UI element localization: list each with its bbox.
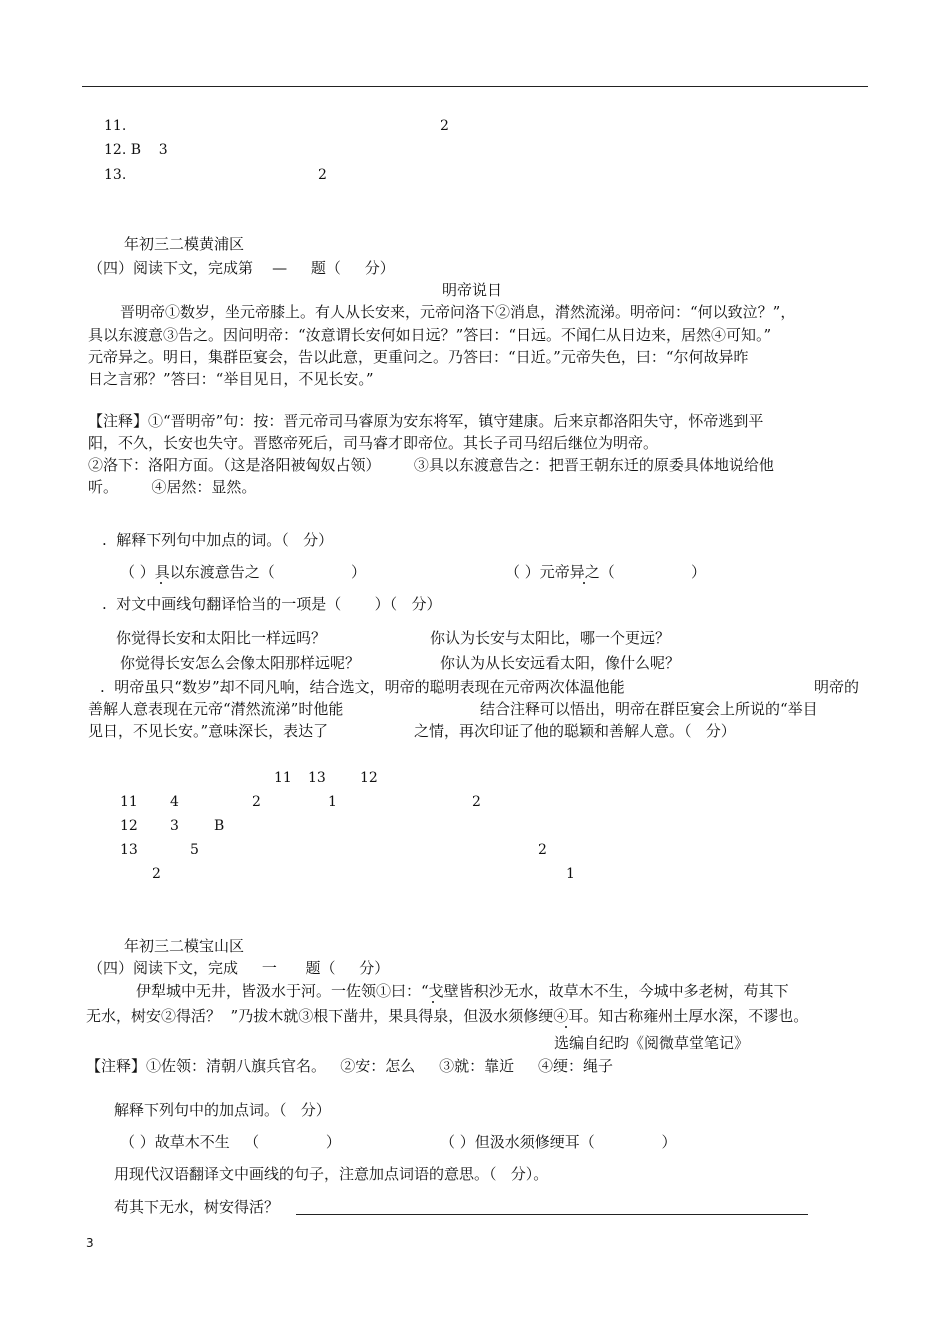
score-header: 11 [274,770,292,786]
score-cell: 1 [328,794,337,810]
question-3-line: 善解人意表现在元帝“潸然流涕”时他能 [88,700,344,718]
score-header: 12 [360,770,378,786]
score-cell: 2 [538,842,547,858]
option-b: 你认为长安与太阳比，哪一个更远？ [430,629,671,647]
score-cell: 2 [252,794,261,810]
score-cell: 12 [120,818,138,834]
note-line: 阳，不久，长安也失守。晋愍帝死后，司马睿才即帝位。其长子司马绍后继位为明帝。 [88,434,659,452]
emphasis-dot [565,1026,567,1028]
answer-12: 12. B 3 [104,142,168,158]
option-d: 你认为从长安远看太阳，像什么呢？ [440,654,681,672]
section-heading-huangpu: 年初三二模黄浦区 [124,235,245,253]
score-cell: 11 [120,794,138,810]
question-1: 解释下列句中的加点词。（ 分） [114,1101,331,1119]
notes-baoshan: 【注释】①佐领：清朝八旗兵官名。 ②安：怎么 ③就：靠近 ④绠：绳子 [86,1057,613,1075]
question-1a: （ ）故草木不生 （ ） [120,1133,341,1151]
option-a: 你觉得长安和太阳比一样远吗？ [116,629,327,647]
question-1: . 解释下列句中加点的词。（ 分） [102,531,334,549]
option-c: 你觉得长安怎么会像太阳那样远呢？ [120,654,361,672]
score-cell: 4 [170,794,179,810]
score-header: 13 [308,770,326,786]
passage-line: 日之言邪？”答曰：“举目见日，不见长安。” [88,370,374,388]
score-cell: 2 [152,866,161,882]
passage-line: 晋明帝①数岁，坐元帝膝上。有人从长安来，元帝问洛下②消息，潸然流涕。明帝问：“何以致泣？”， [120,303,796,321]
answer-11-score: 2 [440,118,449,134]
answer-13-score: 2 [318,167,327,183]
note-line: 听。 ④居然：显然。 [88,478,257,496]
header-rule [82,86,868,87]
answer-line[interactable] [296,1214,808,1215]
passage-line: 伊犁城中无井，皆汲水于河。一佐领①曰：“戈壁皆积沙无水，故草木不生，今城中多老树，苟其下 [136,982,789,1000]
question-3-line: 见日，不见长安。”意味深长，表达了 [88,722,329,740]
question-3-cont: 明帝的 [814,678,860,696]
question-3-line: 结合注释可以悟出，明帝在群臣宴会上所说的“举目 [480,700,818,718]
answer-13: 13. [104,167,127,183]
question-2: . 对文中画线句翻译恰当的一项是（ ）（ 分） [102,595,442,613]
emphasis-dot [583,582,585,584]
question-1b: （ ）元帝异之（ ） [505,563,707,581]
question-3-line: 之情，再次印证了他的聪颖和善解人意。（ 分） [414,722,736,740]
passage-line: 具以东渡意③告之。因问明帝：“汝意谓长安何如日远？”答曰：“日远。不闻仁从日边来，居然④可知。” [88,326,772,344]
emphasis-dot [432,1001,434,1003]
question-2: 用现代汉语翻译文中画线的句子，注意加点词语的意思。（ 分）。 [114,1165,549,1183]
section-heading-baoshan: 年初三二模宝山区 [124,937,245,955]
question-3: . 明帝虽只“数岁”却不同凡响，结合选文，明帝的聪明表现在元帝两次体温他能 [100,678,625,696]
question-3: 苟其下无水，树安得活？ [114,1198,280,1216]
question-1b: （ ）但汲水须修绠耳（ ） [440,1133,677,1151]
note-line: 【注释】①“晋明帝”句：按：晋元帝司马睿原为安东将军，镇守建康。后来京都洛阳失守，怀帝逃到平 [88,412,764,430]
score-cell: B [214,818,225,834]
note-line: ②洛下：洛阳方面。（这是洛阳被匈奴占领） ③具以东渡意告之：把晋王朝东迁的原委具体地说给他 [88,456,774,474]
instruction-huangpu: （四）阅读下文，完成第 — 题（ 分） [88,259,395,277]
page-number: 3 [86,1236,94,1250]
answer-11: 11. [104,118,127,134]
emphasis-dot [160,582,162,584]
question-1a: （ ）具以东渡意告之（ ） [120,563,367,581]
source-line: 选编自纪昀《阅微草堂笔记》 [554,1034,750,1052]
score-cell: 5 [190,842,199,858]
score-cell: 1 [566,866,575,882]
passage-line: 无水，树安②得活？ ”乃拔木就③根下凿井，果具得泉，但汲水须修绠④耳。知古称雍州土厚水深，不谬也。 [86,1007,809,1025]
score-cell: 13 [120,842,138,858]
score-cell: 3 [170,818,179,834]
instruction-baoshan: （四）阅读下文，完成 一 题（ 分） [88,959,390,977]
passage-line: 元帝异之。明日，集群臣宴会，告以此意，更重问之。乃答曰：“日近。”元帝失色，曰：“尔何故异昨 [88,348,749,366]
passage-title: 明帝说日 [442,281,503,299]
score-cell: 2 [472,794,481,810]
